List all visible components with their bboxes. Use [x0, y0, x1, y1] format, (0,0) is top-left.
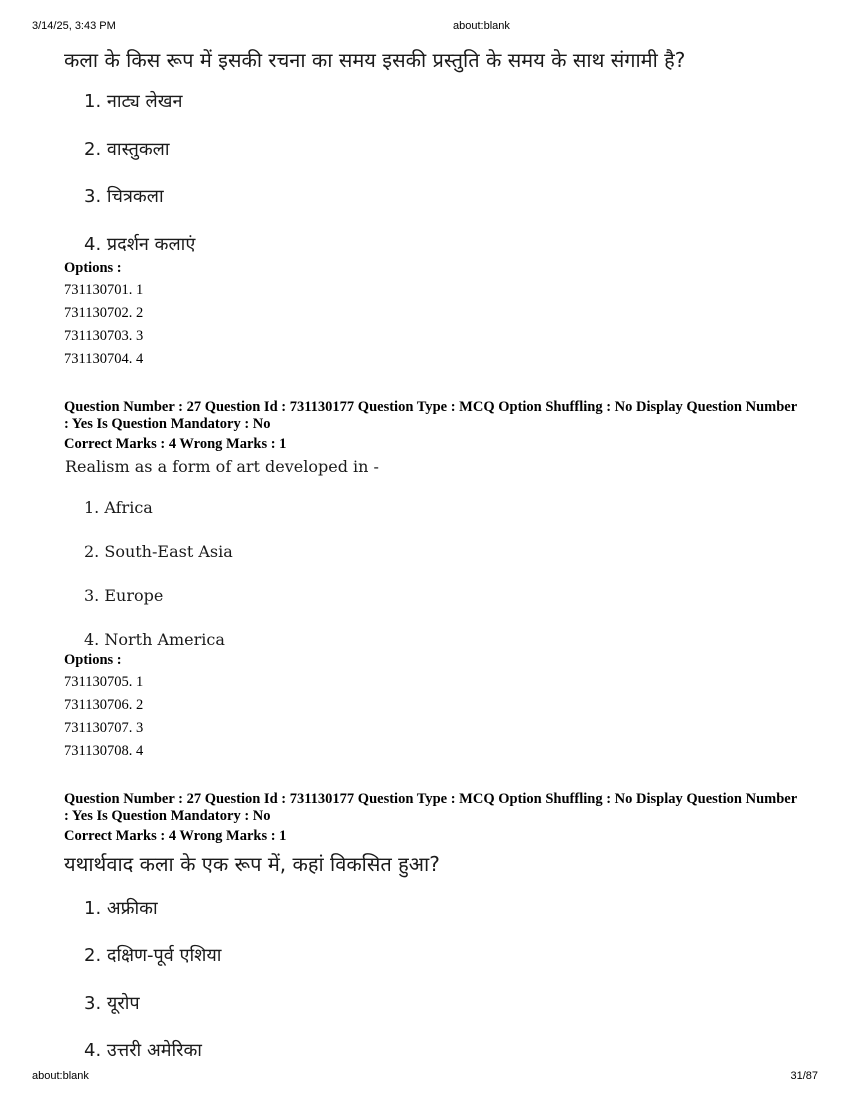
option-id: 731130705. 1: [64, 674, 144, 690]
choice-1: 1. Africa: [84, 498, 153, 517]
choice-3: 3. यूरोप: [84, 993, 140, 1014]
print-page-number: 31/87: [790, 1070, 818, 1082]
option-id: 731130702. 2: [64, 305, 144, 321]
question-marks: Correct Marks : 4 Wrong Marks : 1: [64, 828, 287, 844]
choice-4: 4. प्रदर्शन कलाएं: [84, 234, 196, 255]
option-id: 731130708. 4: [64, 743, 144, 759]
choice-4: 4. उत्तरी अमेरिका: [84, 1040, 202, 1061]
question-marks: Correct Marks : 4 Wrong Marks : 1: [64, 436, 287, 452]
choice-2: 2. दक्षिण-पूर्व एशिया: [84, 945, 222, 966]
question-info: Question Number : 27 Question Id : 731130177 Question Type : MCQ Option Shuffling : No Display Question Number : Yes Is Question Mandatory : No: [64, 791, 797, 824]
option-id: 731130701. 1: [64, 282, 144, 298]
question-info: Question Number : 27 Question Id : 731130177 Question Type : MCQ Option Shuffling : No Display Question Number : Yes Is Question Mandatory : No: [64, 399, 797, 432]
option-id: 731130704. 4: [64, 351, 144, 367]
option-id: 731130706. 2: [64, 697, 144, 713]
question-text-hindi: कला के किस रूप में इसकी रचना का समय इसकी प्रस्तुति के समय के साथ संगामी है?: [64, 48, 686, 72]
choice-1: 1. अफ्रीका: [84, 898, 158, 919]
print-datetime: 3/14/25, 3:43 PM: [32, 20, 116, 32]
option-id: 731130703. 3: [64, 328, 144, 344]
print-page-title: about:blank: [453, 20, 510, 32]
choice-2: 2. South-East Asia: [84, 542, 233, 561]
choice-3: 3. चित्रकला: [84, 186, 164, 207]
question-text-hindi: यथार्थवाद कला के एक रूप में, कहां विकसित हुआ?: [64, 852, 440, 876]
print-footer-url: about:blank: [32, 1070, 89, 1082]
option-id: 731130707. 3: [64, 720, 144, 736]
choice-4: 4. North America: [84, 630, 225, 649]
choice-3: 3. Europe: [84, 586, 164, 605]
question-text-english: Realism as a form of art developed in -: [65, 457, 379, 476]
options-label: Options :: [64, 260, 122, 276]
choice-1: 1. नाट्य लेखन: [84, 91, 183, 112]
choice-2: 2. वास्तुकला: [84, 139, 170, 160]
options-label: Options :: [64, 652, 122, 668]
